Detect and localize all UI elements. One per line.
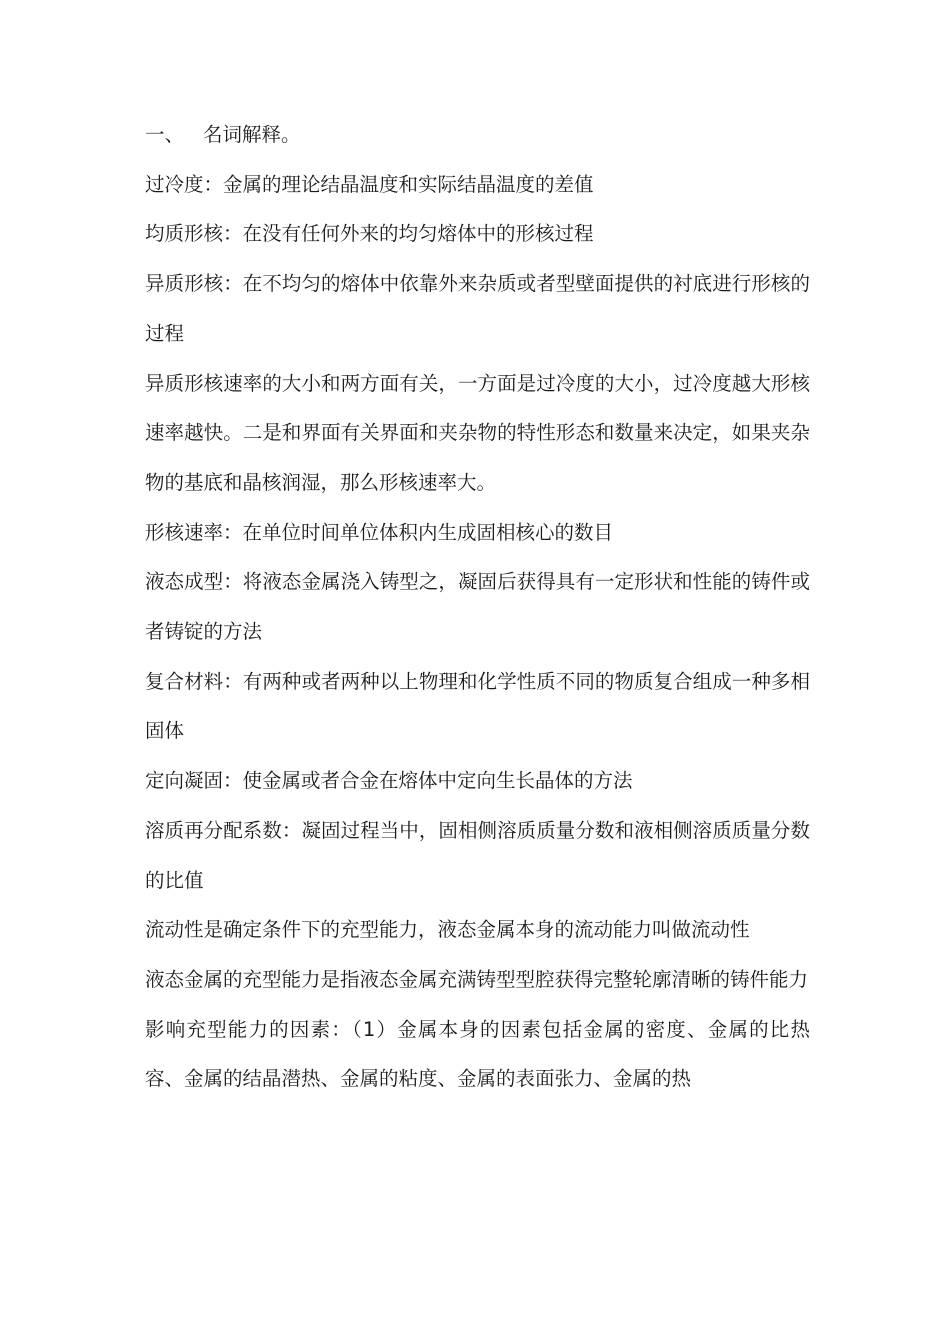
paragraph-heterogeneous-nucleation: 异质形核：在不均匀的熔体中依靠外来杂质或者型壁面提供的衬底进行形核的过程: [145, 272, 810, 345]
paragraph-homogeneous-nucleation: 均质形核：在没有任何外来的均匀熔体中的形核过程: [145, 222, 594, 246]
document-body: [145, 110, 810, 1104]
paragraph-partition-coefficient: 溶质再分配系数：凝固过程当中，固相侧溶质质量分数和液相侧溶质质量分数的比值: [145, 818, 810, 892]
section-title: 名词解释。: [203, 123, 301, 146]
section-number: 一、: [145, 123, 185, 146]
paragraph-supercooling: 过冷度：金属的理论结晶温度和实际结晶温度的差值: [145, 172, 594, 196]
paragraph-nucleation-rate-factors: 异质形核速率的大小和两方面有关，一方面是过冷度的大小，过冷度越大形核速率越快。二是和界面有关界面和夹杂物的特性形态和数量来决定，如果夹杂物的基底和晶核润湿，那么形核速率大。: [145, 371, 810, 494]
paragraph-fluidity: 流动性是确定条件下的充型能力，液态金属本身的流动能力叫做流动性: [145, 918, 750, 942]
paragraph-composite-material: 复合材料：有两种或者两种以上物理和化学性质不同的物质复合组成一种多相固体: [145, 669, 810, 743]
section-heading: [145, 110, 810, 160]
paragraph-directional-solidification: 定向凝固：使金属或者合金在熔体中定向生长晶体的方法: [145, 769, 633, 793]
paragraph-nucleation-rate: 形核速率：在单位时间单位体积内生成固相核心的数目: [145, 520, 614, 544]
paragraph-filling-factors: 影响充型能力的因素：（1）金属本身的因素包括金属的密度、金属的比热容、金属的结晶潜热、金属的粘度、金属的表面张力、金属的热: [145, 1017, 810, 1091]
paragraph-liquid-forming: 液态成型：将液态金属浇入铸型之，凝固后获得具有一定形状和性能的铸件或者铸锭的方法: [145, 570, 810, 644]
paragraph-filling-capacity: 液态金属的充型能力是指液态金属充满铸型型腔获得完整轮廓清晰的铸件能力: [145, 967, 809, 991]
